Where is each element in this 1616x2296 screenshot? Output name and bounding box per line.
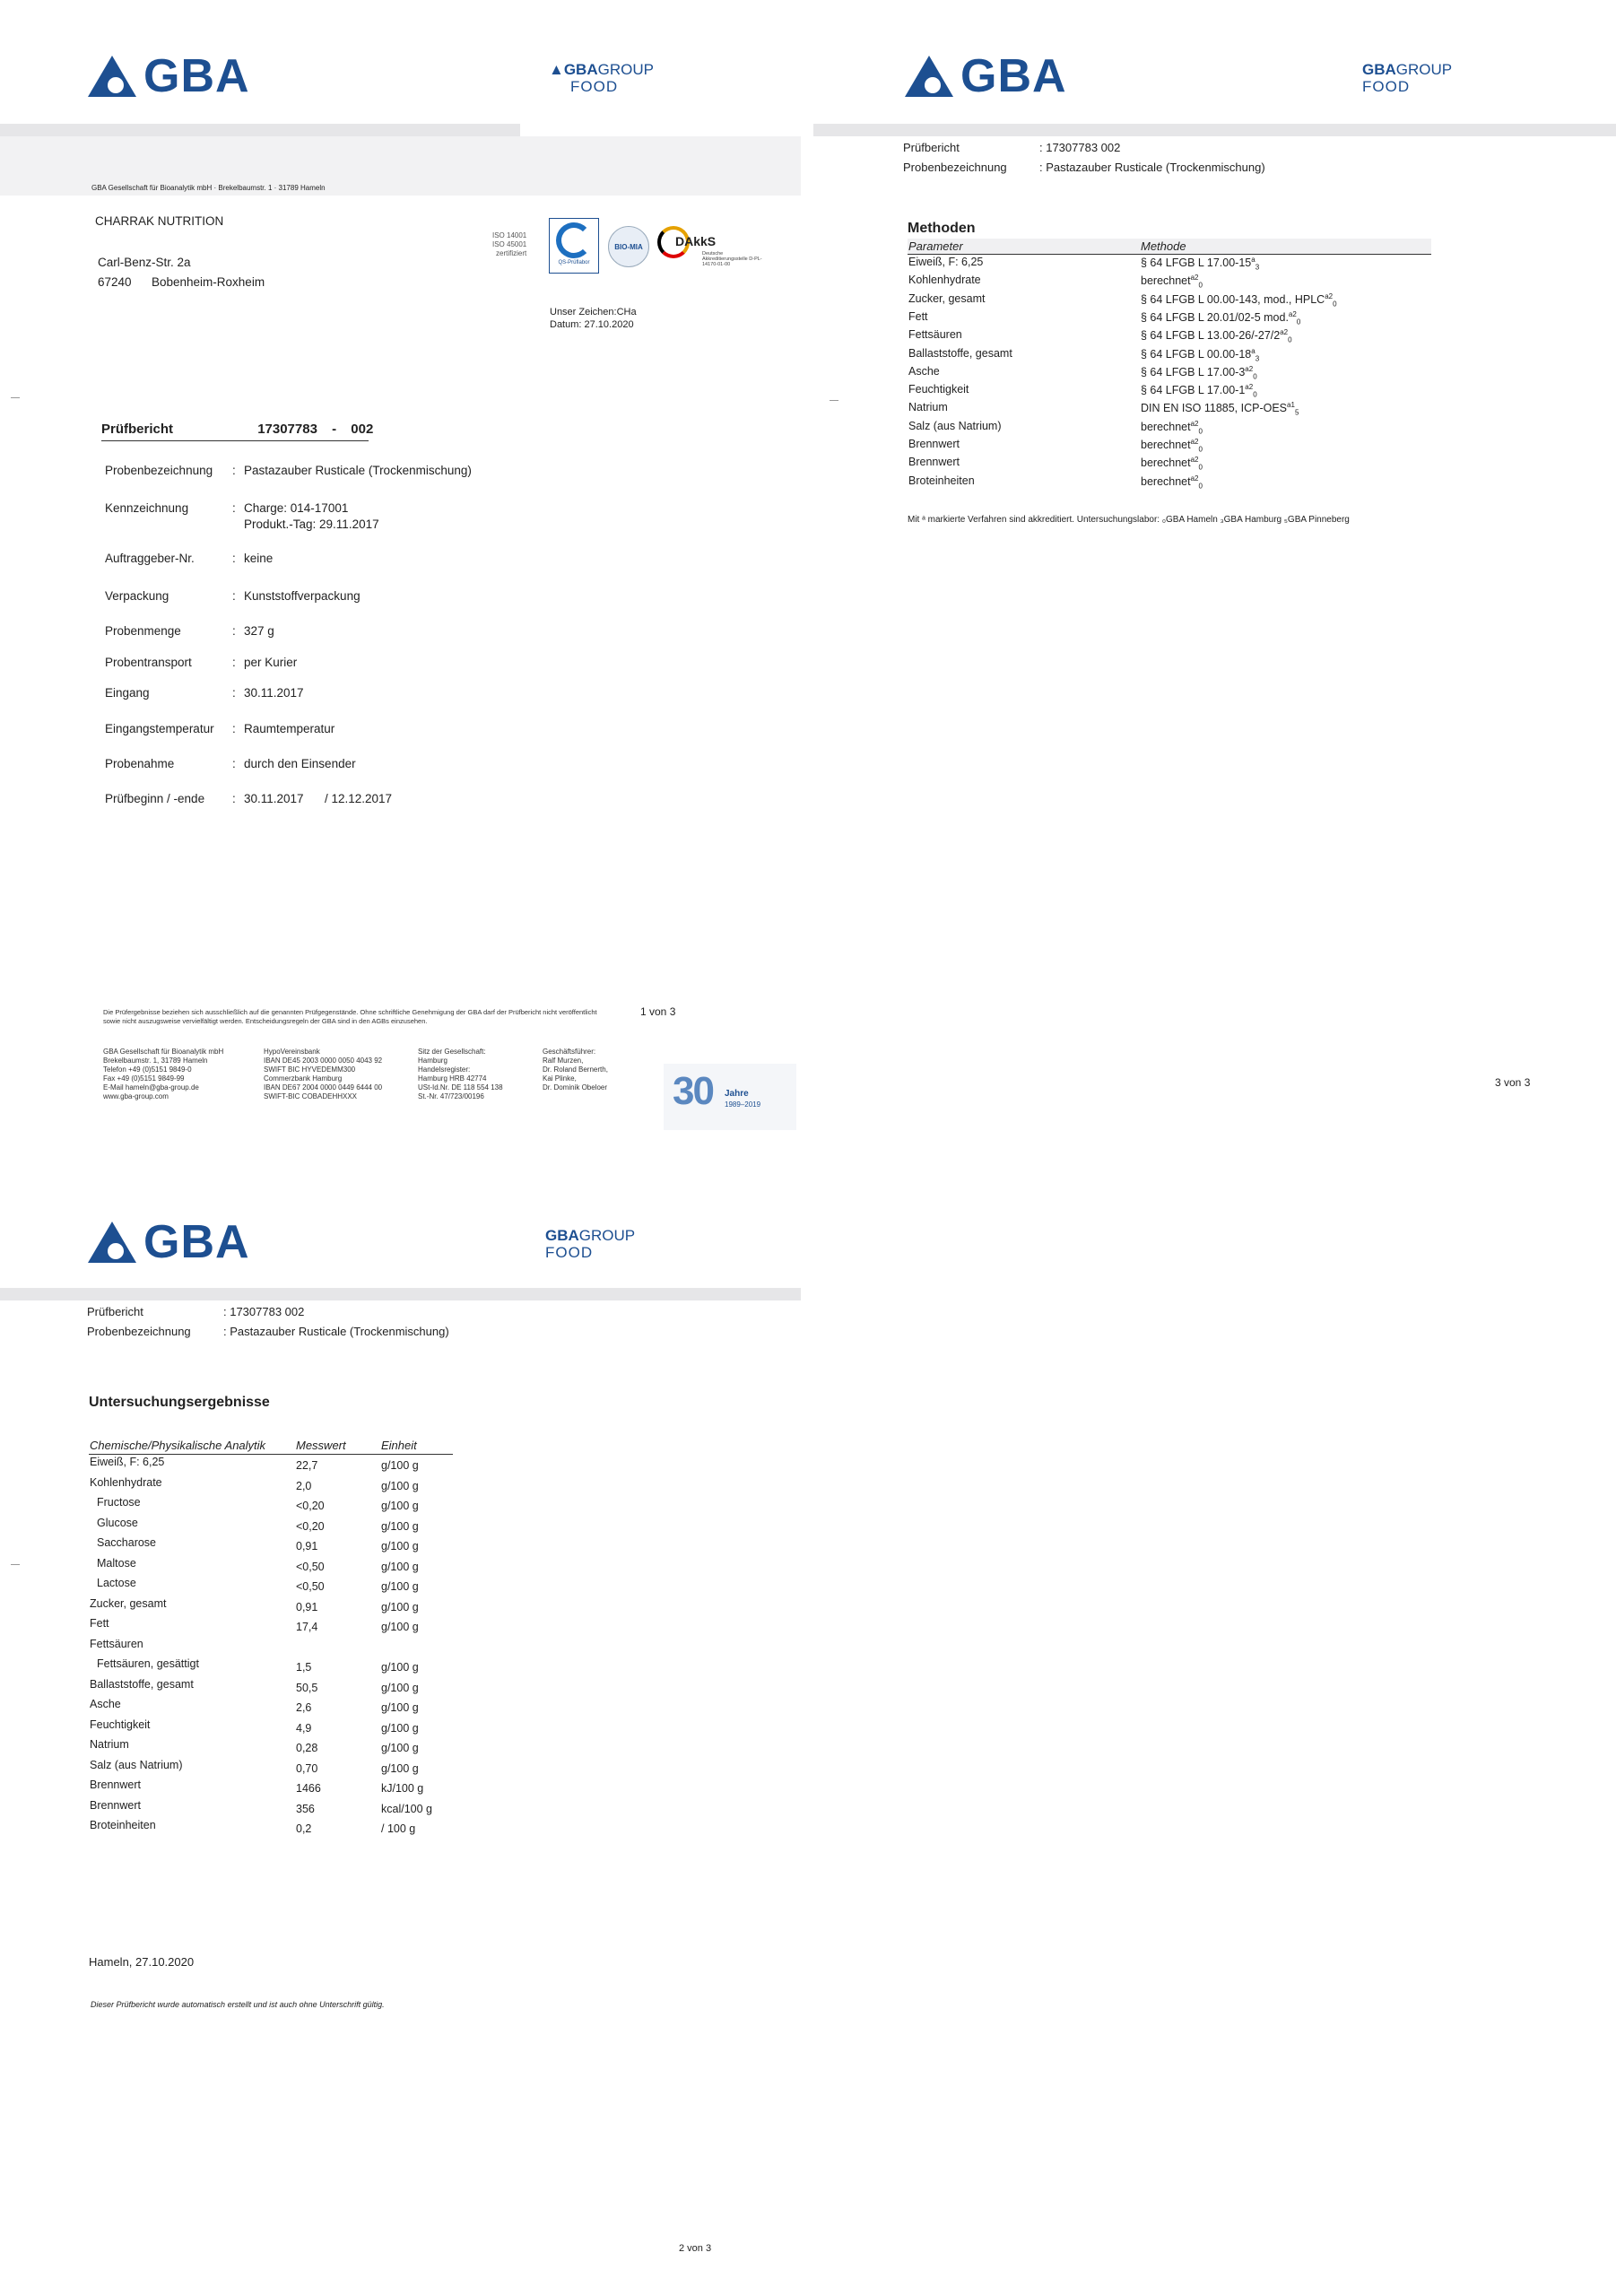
page-1 [0,0,803,1135]
result-value: 2,6 [296,1701,312,1714]
method-lab-index: 0 [1296,317,1301,326]
result-value: 50,5 [296,1681,318,1694]
method-accreditation-mark: a [1251,256,1255,264]
method-accreditation-mark: a2 [1245,383,1254,392]
method-accreditation-mark: a1 [1287,401,1295,410]
result-parameter: Zucker, gesamt [90,1596,167,1610]
result-parameter: Fett [90,1617,109,1630]
footer-line: Hamburg HRB 42774 [418,1074,487,1083]
page-2 [0,1166,803,2296]
method-accreditation-mark: a2 [1280,328,1289,337]
report-heading [101,422,373,437]
gba-triangle-icon [86,1220,138,1265]
result-value: 22,7 [296,1459,318,1472]
recipient-city: Bobenheim-Roxheim [152,275,265,289]
result-parameter: Lactose [97,1577,136,1589]
result-unit: g/100 g [381,1701,419,1714]
group-mark-icon: ▲ [549,61,564,78]
field-colon: : [232,686,236,700]
result-value: 1,5 [296,1661,312,1674]
method-parameter: Kohlenhydrate [908,274,981,287]
result-parameter: Fettsäuren [90,1637,143,1650]
gba-group-food [545,1227,635,1261]
method-lab-index: 0 [1253,372,1257,381]
method-text [1141,347,1259,363]
footer-line: Sitz der Gesellschaft: [418,1048,486,1056]
methods-header-line [908,254,1431,255]
method-text [1141,328,1292,344]
p3-head-label: Prüfbericht [903,141,960,154]
field-colon: : [232,501,236,515]
methods-title: Methoden [908,221,976,236]
method-lab-index: 0 [1198,482,1203,491]
header-band [0,1288,801,1300]
method-parameter: Fettsäuren [908,328,962,342]
field-label: Kennzeichnung [105,501,189,515]
anniversary-label: Jahre [725,1089,749,1099]
method-accreditation-mark: a2 [1190,438,1199,446]
method-lab-index: 0 [1198,427,1203,436]
field-colon: : [232,464,236,477]
group-food: FOOD [570,78,619,95]
recipient-zip: 67240 [98,275,132,289]
method-name: DIN EN ISO 11885, ICP-OES [1141,402,1288,415]
anniversary-years: 1989–2019 [725,1100,761,1109]
p2-head-value: : Pastazauber Rusticale (Trockenmischung) [223,1325,449,1338]
field-label: Probenahme [105,757,175,770]
logo-text: GBA [143,1216,250,1268]
method-parameter: Zucker, gesamt [908,291,986,305]
result-parameter: Brennwert [90,1779,141,1791]
method-text [1141,401,1299,417]
method-text [1141,438,1203,454]
result-unit: kJ/100 g [381,1782,424,1795]
result-value: <0,50 [296,1560,325,1573]
result-value: 4,9 [296,1721,312,1735]
method-accreditation-mark: a2 [1325,291,1334,300]
field-value: Raumtemperatur [244,722,335,735]
gba-group-food [1362,61,1452,95]
result-value: 2,0 [296,1479,312,1492]
recipient-name: CHARRAK NUTRITION [95,214,224,228]
method-name: berechnet [1141,274,1191,288]
method-name: berechnet [1141,474,1191,488]
method-name: berechnet [1141,420,1191,433]
result-unit: g/100 g [381,1742,419,1754]
results-header-line [89,1454,453,1455]
footer-line: Fax +49 (0)5151 9849-99 [103,1074,185,1083]
place-date: Hameln, 27.10.2020 [89,1955,195,1969]
logo-text: GBA [960,50,1067,102]
dakks-cert-icon [657,224,760,271]
field-value: durch den Einsender [244,757,356,770]
method-text [1141,474,1203,491]
result-parameter: Asche [90,1698,121,1710]
result-parameter: Fettsäuren, gesättigt [97,1657,199,1670]
result-unit: g/100 g [381,1661,419,1674]
footer-line: IBAN DE67 2004 0000 0449 6444 00 [264,1083,383,1091]
result-value: 1466 [296,1782,321,1795]
field-colon: : [232,656,236,669]
dakks-sub: Deutsche Akkreditierungsstelle D-PL-14170-01-00 [702,251,762,267]
field-label: Verpackung [105,589,169,603]
group-a: GBA [1362,61,1396,78]
page-3 [813,0,1616,1135]
method-lab-index: 3 [1255,354,1260,363]
method-lab-index: 3 [1255,263,1260,272]
result-value: <0,50 [296,1580,325,1593]
group-b: GROUP [1395,61,1453,78]
field-colon: : [232,589,236,603]
method-parameter: Fett [908,309,928,323]
dakks-label: DAkkS [675,234,717,248]
field-label: Probenmenge [105,624,181,638]
gba-logo [86,1215,250,1269]
method-parameter: Brennwert [908,438,960,450]
col-value: Messwert [296,1439,346,1452]
result-value: <0,20 [296,1519,325,1533]
result-parameter: Glucose [97,1516,138,1529]
method-parameter: Feuchtigkeit [908,383,969,396]
method-name: berechnet [1141,439,1191,452]
method-parameter: Asche [908,364,940,378]
method-lab-index: 0 [1288,335,1292,344]
our-ref: Unser Zeichen:CHa [550,307,637,317]
field-colon: : [232,757,236,770]
method-parameter: Eiweiß, F: 6,25 [908,256,984,268]
col-unit: Einheit [381,1439,417,1452]
method-accreditation-mark: a2 [1190,274,1199,283]
result-value: 0,91 [296,1540,318,1552]
field-label: Eingang [105,686,150,700]
field-label: Auftraggeber-Nr. [105,552,195,565]
result-value: 356 [296,1802,315,1815]
report-label: Prüfbericht [101,422,174,437]
footer-col-management [543,1048,608,1092]
field-label: Probenbezeichnung [105,464,213,477]
result-value: 0,28 [296,1742,318,1754]
p3-head-label: Probenbezeichnung [903,161,1007,174]
result-unit: g/100 g [381,1721,419,1735]
fold-mark [830,400,838,401]
field-label: Prüfbeginn / -ende [105,792,205,805]
method-accreditation-mark: a [1251,346,1255,355]
method-text [1141,420,1203,436]
result-parameter: Natrium [90,1738,129,1751]
field-value: 30.11.2017 [244,792,304,805]
method-name: § 64 LFGB L 17.00-1 [1141,384,1246,397]
gba-logo [86,49,250,103]
footer-line: St.-Nr. 47/723/00196 [418,1092,484,1100]
method-name: § 64 LFGB L 13.00-26/-27/2 [1141,329,1281,343]
result-value: 17,4 [296,1621,318,1633]
result-unit: kcal/100 g [381,1802,432,1815]
p3-head-value: : 17307783 002 [1039,141,1121,154]
field-value-secondary: Produkt.-Tag: 29.11.2017 [244,517,379,531]
footer-line: Ralf Murzen, [543,1057,584,1065]
field-colon: : [232,792,236,805]
footer-col-register [418,1048,503,1101]
gba-triangle-icon [903,54,955,99]
footer-line: USt-Id.Nr. DE 118 554 138 [418,1083,503,1091]
result-value: 0,91 [296,1600,318,1613]
field-colon: : [232,624,236,638]
result-value: 0,70 [296,1761,318,1775]
field-value: keine [244,552,274,565]
field-value-secondary: / 12.12.2017 [325,792,393,805]
footer-col-company [103,1048,223,1101]
accreditation-note: Mit ᵃ markierte Verfahren sind akkreditiert. Untersuchungslabor: ₀GBA Hameln ₃GBA Hamburg ₅GBA Pinneberg [908,515,1350,525]
p3-head-value: : Pastazauber Rusticale (Trockenmischung) [1039,161,1265,174]
method-lab-index: 0 [1198,445,1203,454]
col-parameter: Parameter [908,239,963,253]
anniversary-number: 30 [673,1069,713,1113]
method-lab-index: 0 [1333,300,1337,309]
group-a: GBA [563,61,598,78]
results-title: Untersuchungsergebnisse [89,1395,270,1410]
footer-line: E-Mail hameln@gba-group.de [103,1083,199,1091]
letter-date: Datum: 27.10.2020 [550,319,634,330]
result-parameter: Eiweiß, F: 6,25 [90,1456,165,1468]
recipient-street: Carl-Benz-Str. 2a [98,256,191,269]
result-value: 0,2 [296,1822,312,1835]
qs-cert-icon [549,218,599,274]
report-dash: - [332,422,337,437]
report-number: 17307783 [257,422,317,437]
method-parameter: Salz (aus Natrium) [908,419,1002,432]
group-a: GBA [545,1227,579,1244]
anniversary-badge [664,1064,796,1130]
footer-line: Commerzbank Hamburg [264,1074,343,1083]
group-food: FOOD [1362,78,1411,95]
method-accreditation-mark: a2 [1190,456,1199,465]
field-colon: : [232,552,236,565]
result-parameter: Kohlenhydrate [90,1475,162,1489]
result-unit: g/100 g [381,1681,419,1694]
iso-line: zertifiziert [496,249,527,257]
group-b: GROUP [578,1227,636,1244]
method-name: berechnet [1141,457,1191,470]
qs-cert-label: QS-Prüflabor [558,260,590,265]
footer-line: GBA Gesellschaft für Bioanalytik mbH [103,1048,224,1056]
method-text [1141,256,1259,272]
method-name: § 64 LFGB L 00.00-143, mod., HPLC [1141,292,1325,306]
field-value: 30.11.2017 [244,686,304,700]
method-lab-index: 5 [1294,409,1299,418]
logo-text: GBA [143,50,250,102]
footer-line: Dr. Roland Bernerth, [543,1065,608,1074]
group-food: FOOD [545,1244,594,1261]
method-parameter: Broteinheiten [908,474,975,487]
col-analytics: Chemische/Physikalische Analytik [90,1439,266,1452]
result-parameter: Ballaststoffe, gesamt [90,1677,194,1691]
field-value: 327 g [244,624,274,638]
result-unit: g/100 g [381,1500,419,1512]
result-parameter: Salz (aus Natrium) [90,1758,183,1771]
gba-triangle-icon [86,54,138,99]
header-band [0,124,520,136]
result-unit: g/100 g [381,1540,419,1552]
sender-line: GBA Gesellschaft für Bioanalytik mbH · Brekelbaumstr. 1 · 31789 Hameln [91,184,326,192]
method-text [1141,274,1203,290]
method-name: § 64 LFGB L 20.01/02-5 mod. [1141,311,1289,325]
field-label: Probentransport [105,656,192,669]
method-text [1141,383,1257,399]
p2-head-label: Probenbezeichnung [87,1325,191,1338]
auto-note: Dieser Prüfbericht wurde automatisch erstellt und ist auch ohne Unterschrift gültig. [91,2000,385,2009]
report-sub: 002 [351,422,374,437]
method-parameter: Natrium [908,401,948,414]
footer-line: SWIFT BIC HYVEDEMM300 [264,1065,356,1074]
method-accreditation-mark: a2 [1288,309,1297,318]
field-label: Eingangstemperatur [105,722,214,735]
p2-head-label: Prüfbericht [87,1305,143,1318]
method-text [1141,310,1300,326]
gba-group-food [549,61,654,95]
method-name: § 64 LFGB L 17.00-3 [1141,365,1246,378]
iso-certs [492,231,526,258]
result-parameter: Feuchtigkeit [90,1718,151,1731]
method-lab-index: 0 [1198,463,1203,472]
report-underline [101,440,369,441]
field-value: Pastazauber Rusticale (Trockenmischung) [244,464,472,477]
disclaimer: Die Prüfergebnisse beziehen sich ausschließlich auf die genannten Prüfgegenstände. Ohne schriftliche Genehmigung der GBA darf der Prüfbericht nicht veröffentlicht sowie nicht auszugsweise vervielfältigt werden. Entscheidungsregeln der GBA sind in den AGBs einzusehen. [103,1008,597,1025]
fold-mark [11,1564,20,1565]
result-unit: g/100 g [381,1459,419,1472]
footer-line: HypoVereinsbank [264,1048,320,1056]
footer-line: Geschäftsführer: [543,1048,596,1056]
gba-logo [903,49,1067,103]
result-parameter: Brennwert [90,1798,141,1812]
footer-line: www.gba-group.com [103,1092,169,1100]
footer-line: Kai Plinke, [543,1074,577,1083]
result-unit: g/100 g [381,1580,419,1593]
col-method: Methode [1141,239,1186,253]
bio-cert-icon [608,226,649,267]
header-band [813,124,1616,136]
page-number-1: 1 von 3 [640,1005,676,1018]
result-value: <0,20 [296,1500,325,1512]
iso-line: ISO 45001 [492,240,527,248]
footer-line: Handelsregister: [418,1065,471,1074]
fold-mark [11,397,20,398]
method-lab-index: 0 [1198,281,1203,290]
result-parameter: Broteinheiten [90,1819,156,1831]
iso-line: ISO 14001 [492,231,527,239]
result-unit: g/100 g [381,1621,419,1633]
footer-line: Brekelbaumstr. 1, 31789 Hameln [103,1057,208,1065]
page-number-3: 3 von 3 [1495,1076,1531,1089]
method-accreditation-mark: a2 [1190,419,1199,428]
method-name: § 64 LFGB L 00.00-18 [1141,347,1252,361]
result-unit: g/100 g [381,1761,419,1775]
method-text [1141,365,1257,381]
footer-line: Dr. Dominik Obeloer [543,1083,608,1091]
result-unit: g/100 g [381,1600,419,1613]
result-unit: g/100 g [381,1519,419,1533]
footer-line: IBAN DE45 2003 0000 0050 4043 92 [264,1057,383,1065]
method-accreditation-mark: a2 [1190,474,1199,483]
method-parameter: Ballaststoffe, gesamt [908,346,1012,360]
footer-col-bank [264,1048,382,1101]
footer-line: Hamburg [418,1057,447,1065]
footer-line: Telefon +49 (0)5151 9849-0 [103,1065,192,1074]
field-value: Kunststoffverpackung [244,589,361,603]
p2-head-value: : 17307783 002 [223,1305,305,1318]
page-number-2: 2 von 3 [679,2243,712,2254]
footer-line: SWIFT-BIC COBADEHHXXX [264,1092,358,1100]
result-unit: g/100 g [381,1560,419,1573]
method-name: § 64 LFGB L 17.00-15 [1141,257,1252,270]
bio-cert-label: BIO-MIA [614,242,643,251]
field-value: Charge: 014-17001 [244,501,349,515]
result-parameter: Maltose [97,1556,136,1570]
method-text [1141,456,1203,472]
group-b: GROUP [597,61,654,78]
method-parameter: Brennwert [908,456,960,469]
result-parameter: Fructose [97,1496,141,1509]
result-unit: / 100 g [381,1822,416,1835]
field-value: per Kurier [244,656,298,669]
result-parameter: Saccharose [97,1536,157,1549]
result-unit: g/100 g [381,1479,419,1492]
method-accreditation-mark: a2 [1245,364,1254,373]
method-lab-index: 0 [1253,390,1257,399]
field-colon: : [232,722,236,735]
method-text [1141,292,1337,309]
